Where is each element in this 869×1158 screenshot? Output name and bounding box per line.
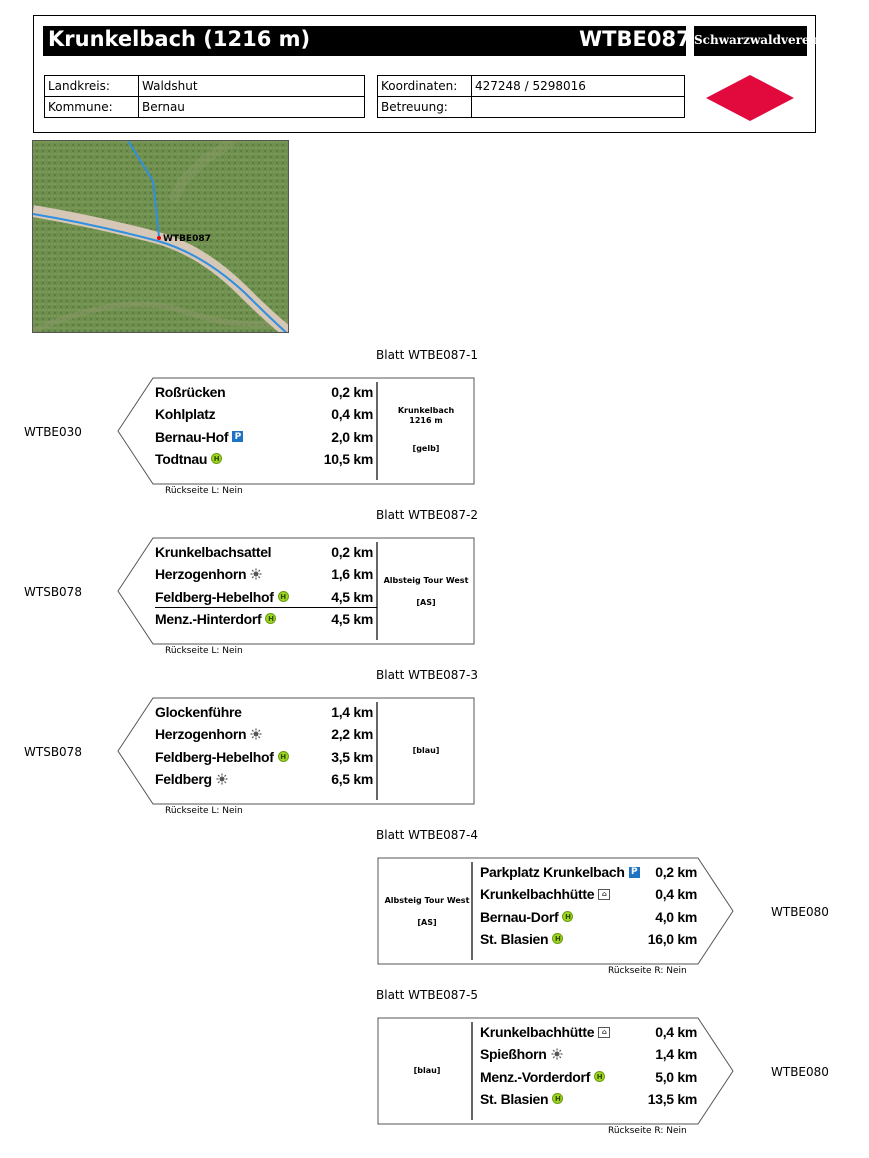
- destination-name: Parkplatz Krunkelbach: [480, 864, 625, 880]
- bus-stop-icon: H: [552, 933, 563, 944]
- destination-distance: 4,5 km: [331, 610, 373, 627]
- route-panel-line: [379, 426, 473, 444]
- info-row: [378, 97, 685, 118]
- destination-name: Menz.-Hinterdorf: [155, 610, 262, 627]
- destination-name: Krunkelbachhütte: [480, 1024, 595, 1040]
- info-row: [45, 97, 365, 118]
- route-panel-line: [gelb]: [412, 444, 440, 453]
- sign-destination-row: [155, 426, 373, 448]
- parking-icon: P: [232, 431, 243, 442]
- page-title: Krunkelbach (1216 m): [48, 27, 311, 51]
- backside-note: Rückseite L: Nein: [165, 486, 243, 496]
- destination-distance: 6,5 km: [331, 770, 373, 787]
- destination-name: Herzogenhorn: [155, 726, 247, 743]
- route-panel-line: Albsteig Tour West: [383, 576, 469, 585]
- info-value: Bernau: [139, 97, 365, 118]
- route-panel-line: 1216 m: [409, 416, 443, 425]
- sign-route-panel: [379, 746, 473, 756]
- coordinates-info-table: [377, 75, 685, 118]
- destination-distance: 0,2 km: [655, 864, 697, 880]
- destination-name: St. Blasien: [480, 930, 549, 947]
- sign-destination-row: [155, 403, 373, 425]
- destination-name: Menz.-Vorderdorf: [480, 1068, 591, 1085]
- destination-distance: 1,6 km: [331, 566, 373, 583]
- sign-destination-row: [480, 1021, 697, 1043]
- destination-distance: 4,0 km: [655, 908, 697, 925]
- sign-destination-row: [155, 768, 373, 790]
- destination-distance: 0,4 km: [655, 1024, 697, 1040]
- sign-destination-row: [155, 746, 373, 768]
- info-value: [472, 97, 685, 118]
- destination-distance: 5,0 km: [655, 1068, 697, 1085]
- viewpoint-icon: [551, 1048, 563, 1060]
- route-panel-line: [blau]: [412, 746, 440, 755]
- destination-name: Feldberg-Hebelhof: [155, 748, 274, 765]
- target-signpost-code: WTBE030: [24, 425, 82, 439]
- target-signpost-code: WTBE080: [771, 905, 829, 919]
- route-panel-line: [379, 586, 473, 598]
- sign-destination-row: [480, 906, 697, 928]
- sign-destination-row: [480, 928, 697, 950]
- route-panel-line: [blau]: [413, 1066, 441, 1075]
- info-row: [378, 76, 685, 97]
- location-info-table: [44, 75, 365, 118]
- info-row: [45, 76, 365, 97]
- destination-distance: 16,0 km: [647, 930, 697, 947]
- destination-distance: 0,2 km: [331, 544, 373, 560]
- viewpoint-icon: [250, 568, 262, 580]
- map-marker-label: WTBE087: [163, 234, 211, 244]
- route-panel-line: [380, 906, 474, 918]
- destination-distance: 10,5 km: [323, 450, 373, 467]
- sign-destination-row: [155, 723, 373, 745]
- sign-route-panel: [380, 896, 474, 928]
- signpost-code: WTBE087: [579, 27, 691, 51]
- info-label: Landkreis:: [45, 76, 139, 97]
- backside-note: Rückseite L: Nein: [165, 646, 243, 656]
- sign-destination-row: [155, 608, 373, 630]
- destination-distance: 0,4 km: [331, 406, 373, 423]
- sign-destination-row: [155, 701, 373, 723]
- destination-distance: 3,5 km: [331, 748, 373, 765]
- destination-name: Glockenführe: [155, 704, 242, 720]
- backside-note: Rückseite R: Nein: [608, 1126, 687, 1136]
- backside-note: Rückseite L: Nein: [165, 806, 243, 816]
- hut-icon: ⌂: [598, 889, 610, 900]
- target-signpost-code: WTSB078: [24, 585, 82, 599]
- destination-distance: 0,4 km: [655, 886, 697, 903]
- destination-name: Krunkelbachhütte: [480, 886, 595, 903]
- backside-note: Rückseite R: Nein: [608, 966, 687, 976]
- sign-destination-row: [155, 541, 373, 563]
- sign-destination-row: [155, 563, 373, 585]
- info-label: Koordinaten:: [378, 76, 472, 97]
- destination-name: Herzogenhorn: [155, 566, 247, 583]
- bus-stop-icon: H: [278, 591, 289, 602]
- destination-name: Bernau-Hof: [155, 428, 229, 445]
- sign-destination-row: [480, 861, 697, 883]
- route-panel-line: [AS]: [417, 918, 437, 927]
- info-label: Kommune:: [45, 97, 139, 118]
- bus-stop-icon: H: [265, 613, 276, 624]
- route-panel-line: Albsteig Tour West: [384, 896, 470, 905]
- destination-distance: 0,2 km: [331, 384, 373, 400]
- hut-icon: ⌂: [598, 1027, 610, 1038]
- destination-name: Todtnau: [155, 450, 208, 467]
- route-panel-line: Krunkelbach: [397, 406, 455, 415]
- destination-name: Bernau-Dorf: [480, 908, 559, 925]
- brand-rhombus-icon: [705, 74, 795, 122]
- sheet-label: Blatt WTBE087-3: [376, 668, 479, 682]
- sign-destination-row: [155, 448, 373, 470]
- viewpoint-icon: [250, 728, 262, 740]
- destination-distance: 1,4 km: [331, 704, 373, 720]
- parking-icon: P: [629, 867, 640, 878]
- aerial-map: [32, 140, 289, 333]
- destination-distance: 1,4 km: [655, 1046, 697, 1063]
- sign-destination-row: [480, 883, 697, 905]
- bus-stop-icon: H: [552, 1093, 563, 1104]
- sign-destination-row: [480, 1066, 697, 1088]
- sign-route-panel: [379, 406, 473, 454]
- sign-destination-row: [155, 381, 373, 403]
- sign-destination-row: [155, 586, 373, 608]
- info-label: Betreuung:: [378, 97, 472, 118]
- destination-name: Feldberg-Hebelhof: [155, 588, 274, 605]
- brand-logo-text: Schwarzwaldverein: [694, 33, 823, 47]
- sheet-label: Blatt WTBE087-2: [376, 508, 479, 522]
- sheet-label: Blatt WTBE087-4: [376, 828, 479, 842]
- sheet-label: Blatt WTBE087-1: [376, 348, 479, 362]
- bus-stop-icon: H: [211, 453, 222, 464]
- destination-distance: 2,2 km: [331, 726, 373, 743]
- target-signpost-code: WTBE080: [771, 1065, 829, 1079]
- bus-stop-icon: H: [562, 911, 573, 922]
- sheet-label: Blatt WTBE087-5: [376, 988, 479, 1002]
- sign-destination-row: [480, 1043, 697, 1065]
- destination-name: Feldberg: [155, 770, 212, 787]
- sign-destination-row: [480, 1088, 697, 1110]
- route-panel-line: [AS]: [416, 598, 436, 607]
- sign-route-panel: [380, 1066, 474, 1076]
- sign-route-panel: [379, 576, 473, 608]
- destination-name: St. Blasien: [480, 1090, 549, 1107]
- viewpoint-icon: [216, 773, 228, 785]
- destination-distance: 13,5 km: [647, 1090, 697, 1107]
- destination-distance: 4,5 km: [331, 588, 373, 605]
- destination-name: Roßrücken: [155, 384, 226, 400]
- destination-name: Krunkelbachsattel: [155, 544, 272, 560]
- bus-stop-icon: H: [594, 1071, 605, 1082]
- info-value: Waldshut: [139, 76, 365, 97]
- destination-distance: 2,0 km: [331, 428, 373, 445]
- info-value: 427248 / 5298016: [472, 76, 685, 97]
- target-signpost-code: WTSB078: [24, 745, 82, 759]
- bus-stop-icon: H: [278, 751, 289, 762]
- destination-name: Spießhorn: [480, 1046, 547, 1063]
- destination-name: Kohlplatz: [155, 406, 216, 423]
